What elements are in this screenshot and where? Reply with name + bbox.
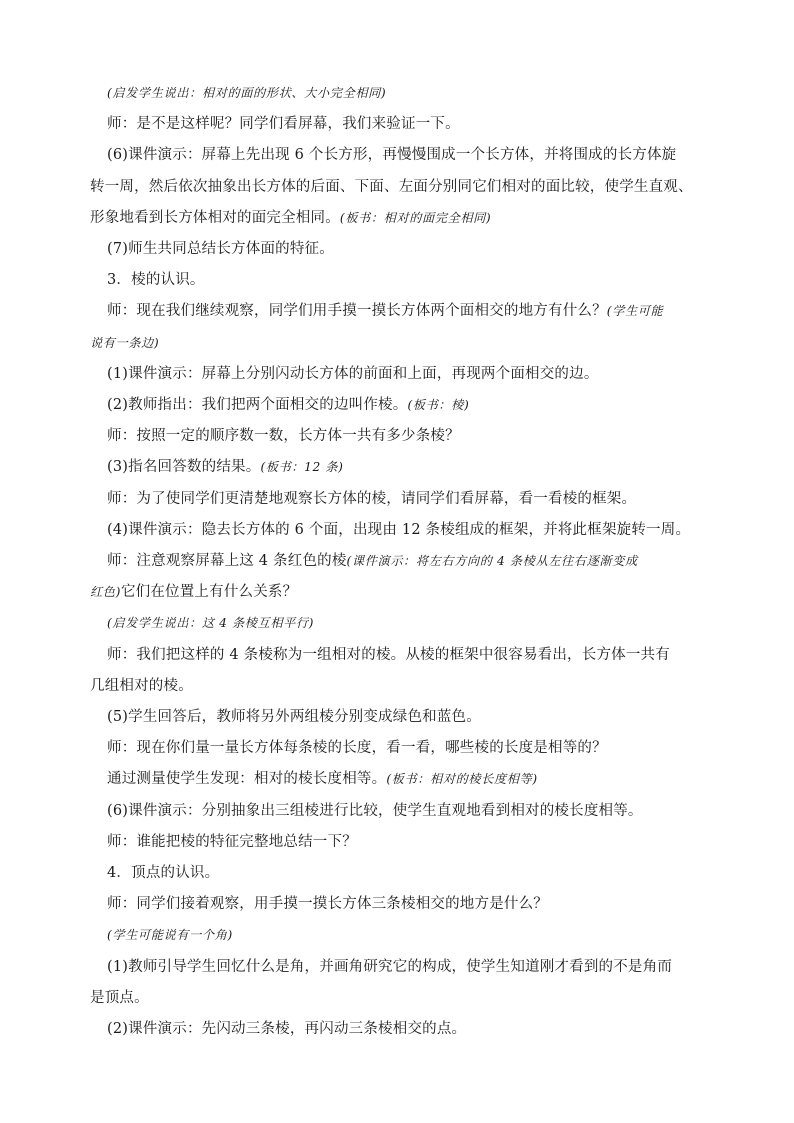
paragraph-line-7	[107, 265, 721, 296]
line-text: 师：我们把这样的 4 条棱称为一组相对的棱。从棱的框架中很容易看出，长方体一共有	[107, 646, 670, 663]
paragraph-line-15	[107, 515, 721, 546]
paragraph-line-13	[107, 452, 721, 483]
paragraph-line-19	[107, 640, 721, 671]
paragraph-line-8	[107, 296, 721, 327]
line-text: (1)教师引导学生回忆什么是角，并画角研究它的构成，使学生知道刚才看到的不是角而	[107, 958, 673, 975]
student-note: (学生可能说有一个角)	[107, 928, 233, 943]
line-text: 师：按照一定的顺序数一数，长方体一共有多少条棱？	[107, 428, 460, 445]
paragraph-line-30	[90, 983, 721, 1014]
paragraph-line-11	[107, 390, 721, 421]
paragraph-line-3	[107, 140, 721, 171]
board-note: (板书：12 条)	[260, 460, 344, 475]
line-text: (2)教师指出：我们把两个面相交的边叫作棱。	[107, 397, 408, 414]
paragraph-line-20	[90, 671, 721, 702]
student-note: 说有一条边)	[90, 335, 160, 350]
line-text: 它们在位置上有什么关系？	[120, 584, 298, 601]
paragraph-line-27	[107, 889, 721, 920]
line-text: (2)课件演示：先闪动三条棱，再闪动三条棱相交的点。	[107, 1021, 467, 1038]
line-text: 形象地看到长方体相对的面完全相同。	[90, 209, 340, 226]
paragraph-line-1	[107, 78, 721, 109]
paragraph-line-5	[90, 203, 721, 234]
board-note: (板书：棱)	[407, 398, 470, 413]
line-text: 师：现在我们继续观察，同学们用手摸一摸长方体两个面相交的地方有什么？	[107, 303, 607, 320]
line-text: 师：注意观察屏幕上这 4 条红色的棱	[107, 553, 347, 570]
paragraph-line-22	[107, 733, 721, 764]
paragraph-line-29	[107, 952, 721, 983]
line-text: (6)课件演示：屏幕上先出现 6 个长方形，再慢慢围成一个长方体，并将围成的长方体旋	[107, 147, 677, 164]
paragraph-line-10	[107, 359, 721, 390]
paragraph-line-25	[107, 827, 721, 858]
line-text: (7)师生共同总结长方体面的特征。	[107, 241, 334, 258]
line-text: (1)课件演示：屏幕上分别闪动长方体的前面和上面，再现两个面相交的边。	[107, 365, 599, 382]
board-note: (板书：相对的面完全相同)	[339, 210, 492, 225]
paragraph-line-23	[107, 764, 721, 795]
student-note: (启发学生说出：这 4 条棱互相平行)	[107, 616, 315, 631]
board-note: (板书：相对的棱长度相等)	[386, 772, 538, 787]
paragraph-line-28	[107, 920, 721, 951]
line-text: (5)学生回答后，教师将另外两组棱分别变成绿色和蓝色。	[107, 709, 481, 726]
paragraph-line-17	[90, 577, 721, 608]
paragraph-line-18	[107, 608, 721, 639]
line-text: 师：谁能把棱的特征完整地总结一下？	[107, 833, 357, 850]
paragraph-line-26	[107, 858, 721, 889]
courseware-note: 红色)	[90, 585, 121, 600]
section-heading: 4．顶点的认识。	[107, 865, 220, 882]
line-text: (3)指名回答数的结果。	[107, 459, 261, 476]
line-text: 转一周，然后依次抽象出长方体的后面、下面、左面分别同它们相对的面比较，使学生直观、	[90, 178, 693, 195]
paragraph-line-24	[107, 796, 721, 827]
line-text: 通过测量使学生发现：相对的棱长度相等。	[107, 771, 387, 788]
line-text: 师：为了使同学们更清楚地观察长方体的棱，请同学们看屏幕，看一看棱的框架。	[107, 490, 637, 507]
line-text: 几组相对的棱。	[90, 677, 193, 694]
paragraph-line-9	[90, 328, 721, 359]
paragraph-line-31	[107, 1014, 721, 1045]
student-note: (学生可能	[606, 304, 664, 319]
courseware-note: (课件演示：将左右方向的 4 条棱从左往右逐渐变成	[346, 554, 638, 569]
section-heading: 3．棱的认识。	[107, 272, 205, 289]
paragraph-line-2	[107, 109, 721, 140]
paragraph-line-12	[107, 421, 721, 452]
paragraph-line-16	[107, 546, 721, 577]
board-note: (启发学生说出：相对的面的形状、大小完全相同)	[107, 86, 387, 100]
paragraph-line-4	[90, 172, 721, 203]
document-body	[90, 78, 721, 1045]
line-text: (6)课件演示：分别抽象出三组棱进行比较，使学生直观地看到相对的棱长度相等。	[107, 802, 643, 819]
paragraph-line-21	[107, 702, 721, 733]
line-text: 师：现在你们量一量长方体每条棱的长度，看一看，哪些棱的长度是相等的？	[107, 740, 607, 757]
line-text: (4)课件演示：隐去长方体的 6 个面，出现由 12 条棱组成的框架，并将此框架旋转一周。	[107, 521, 691, 538]
line-text: 师：是不是这样呢？同学们看屏幕，我们来验证一下。	[107, 116, 460, 133]
paragraph-line-14	[107, 484, 721, 515]
line-text: 师：同学们接着观察，用手摸一摸长方体三条棱相交的地方是什么？	[107, 896, 548, 913]
line-text: 是顶点。	[90, 989, 149, 1006]
paragraph-line-6	[107, 234, 721, 265]
